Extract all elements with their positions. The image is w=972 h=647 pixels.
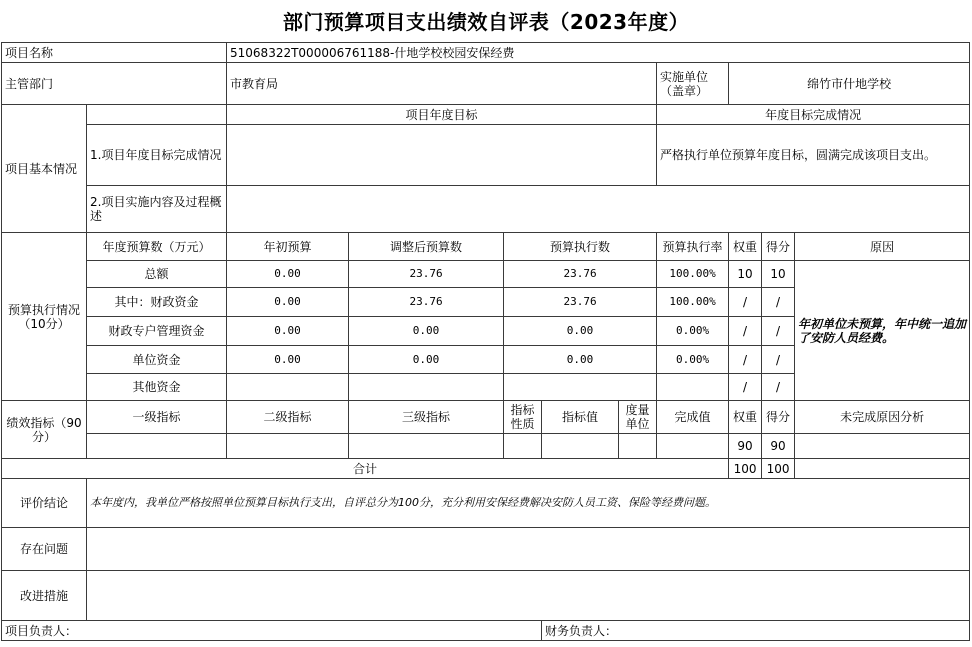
basic-info-item1-goal [227,125,657,186]
form-title: 部门预算项目支出绩效自评表（2023年度） [282,10,690,34]
basic-info-header-blank [87,105,227,125]
budget-row-adjusted: 0.00 [349,346,504,374]
improvements-label: 改进措施 [2,571,87,621]
budget-header-initial: 年初预算 [227,233,349,261]
row-basic-info-item2 [2,186,970,233]
budget-row-label: 单位资金 [87,346,227,374]
performance-header-weight: 权重 [729,401,762,434]
basic-info-item1-completion: 严格执行单位预算年度目标，圆满完成该项目支出。 [657,125,970,186]
row-project-name [2,43,970,63]
budget-section-label: 预算执行情况（10分） [2,233,87,401]
performance-score: 90 [762,434,795,459]
annual-goal-header: 项目年度目标 [227,105,657,125]
performance-header-unit: 度量单位 [619,401,657,434]
budget-row-initial [227,374,349,401]
row-total [2,459,970,479]
budget-row-rate [657,374,729,401]
budget-row-score: / [762,317,795,346]
table-row [2,261,970,288]
performance-header-level1: 一级指标 [87,401,227,434]
budget-row-rate: 0.00% [657,346,729,374]
budget-row-executed: 0.00 [504,317,657,346]
project-name-label: 项目名称 [2,43,227,63]
budget-row-adjusted: 23.76 [349,261,504,288]
performance-cell-level3 [349,434,504,459]
project-lead-label: 项目负责人： [2,621,542,641]
budget-row-weight: / [729,374,762,401]
budget-row-rate: 0.00% [657,317,729,346]
implementing-unit-label-text: 实施单位 [660,69,709,84]
performance-cell-level2 [227,434,349,459]
performance-cell-nature [504,434,542,459]
performance-cell-value [542,434,619,459]
total-label: 合计 [2,459,729,479]
budget-row-score: 10 [762,261,795,288]
budget-header-adjusted: 调整后预算数 [349,233,504,261]
performance-cell-analysis [795,434,970,459]
performance-header-value: 指标值 [542,401,619,434]
self-evaluation-table [1,42,970,641]
budget-row-weight: / [729,288,762,317]
budget-row-executed [504,374,657,401]
row-problems [2,528,970,571]
budget-row-weight: / [729,346,762,374]
performance-section-label: 绩效指标（90分） [2,401,87,459]
improvements-value [87,571,970,621]
budget-reason: 年初单位未预算，年中统一追加了安防人员经费。 [795,261,970,401]
basic-info-label: 项目基本情况 [2,105,87,233]
table-row [2,434,970,459]
total-score: 100 [762,459,795,479]
performance-header-nature: 指标性质 [504,401,542,434]
budget-row-weight: 10 [729,261,762,288]
row-performance-header [2,401,970,434]
row-signatures [2,621,970,641]
implementing-unit-label [657,63,729,105]
row-conclusion [2,479,970,528]
budget-header-rate: 预算执行率 [657,233,729,261]
budget-row-executed: 23.76 [504,261,657,288]
row-department [2,63,970,105]
budget-row-label: 其中：财政资金 [87,288,227,317]
budget-row-initial: 0.00 [227,346,349,374]
budget-header-reason: 原因 [795,233,970,261]
performance-cell-unit [619,434,657,459]
budget-row-initial: 0.00 [227,261,349,288]
table-body [2,43,970,641]
performance-header-analysis: 未完成原因分析 [795,401,970,434]
conclusion-text: 本年度内，我单位严格按照单位预算目标执行支出，自评总分为100分，充分利用安保经费解决安防人员工资、保险等经费问题。 [87,479,970,528]
performance-weight: 90 [729,434,762,459]
budget-row-weight: / [729,317,762,346]
performance-header-score: 得分 [762,401,795,434]
budget-row-label: 其他资金 [87,374,227,401]
budget-row-adjusted: 23.76 [349,288,504,317]
finance-lead-label: 财务负责人： [542,621,970,641]
performance-header-actual: 完成值 [657,401,729,434]
conclusion-label: 评价结论 [2,479,87,528]
performance-cell-level1 [87,434,227,459]
performance-cell-actual [657,434,729,459]
budget-row-executed: 23.76 [504,288,657,317]
goal-completion-header: 年度目标完成情况 [657,105,970,125]
budget-row-label: 财政专户管理资金 [87,317,227,346]
budget-row-initial: 0.00 [227,288,349,317]
implementing-unit-value: 绵竹市什地学校 [729,63,970,105]
budget-row-label: 总额 [87,261,227,288]
department-value: 市教育局 [227,63,657,105]
budget-row-executed: 0.00 [504,346,657,374]
budget-header-annual: 年度预算数（万元） [87,233,227,261]
basic-info-item2-value [227,186,970,233]
implementing-unit-seal-text: （盖章） [660,83,709,98]
budget-row-rate: 100.00% [657,288,729,317]
budget-header-executed: 预算执行数 [504,233,657,261]
budget-row-score: / [762,374,795,401]
row-improvements [2,571,970,621]
problems-label: 存在问题 [2,528,87,571]
problems-value [87,528,970,571]
total-weight: 100 [729,459,762,479]
budget-row-initial: 0.00 [227,317,349,346]
budget-row-score: / [762,346,795,374]
budget-row-rate: 100.00% [657,261,729,288]
total-blank [795,459,970,479]
project-name-value: 51068322T000006761188-什地学校校园安保经费 [227,43,970,63]
performance-header-level2: 二级指标 [227,401,349,434]
budget-row-score: / [762,288,795,317]
budget-header-score: 得分 [762,233,795,261]
department-label: 主管部门 [2,63,227,105]
basic-info-item2-label: 2.项目实施内容及过程概述 [87,186,227,233]
budget-row-adjusted [349,374,504,401]
row-basic-info-item1 [2,125,970,186]
row-budget-header [2,233,970,261]
row-basic-info-header [2,105,970,125]
budget-header-weight: 权重 [729,233,762,261]
performance-header-level3: 三级指标 [349,401,504,434]
basic-info-item1-label: 1.项目年度目标完成情况 [87,125,227,186]
budget-row-adjusted: 0.00 [349,317,504,346]
